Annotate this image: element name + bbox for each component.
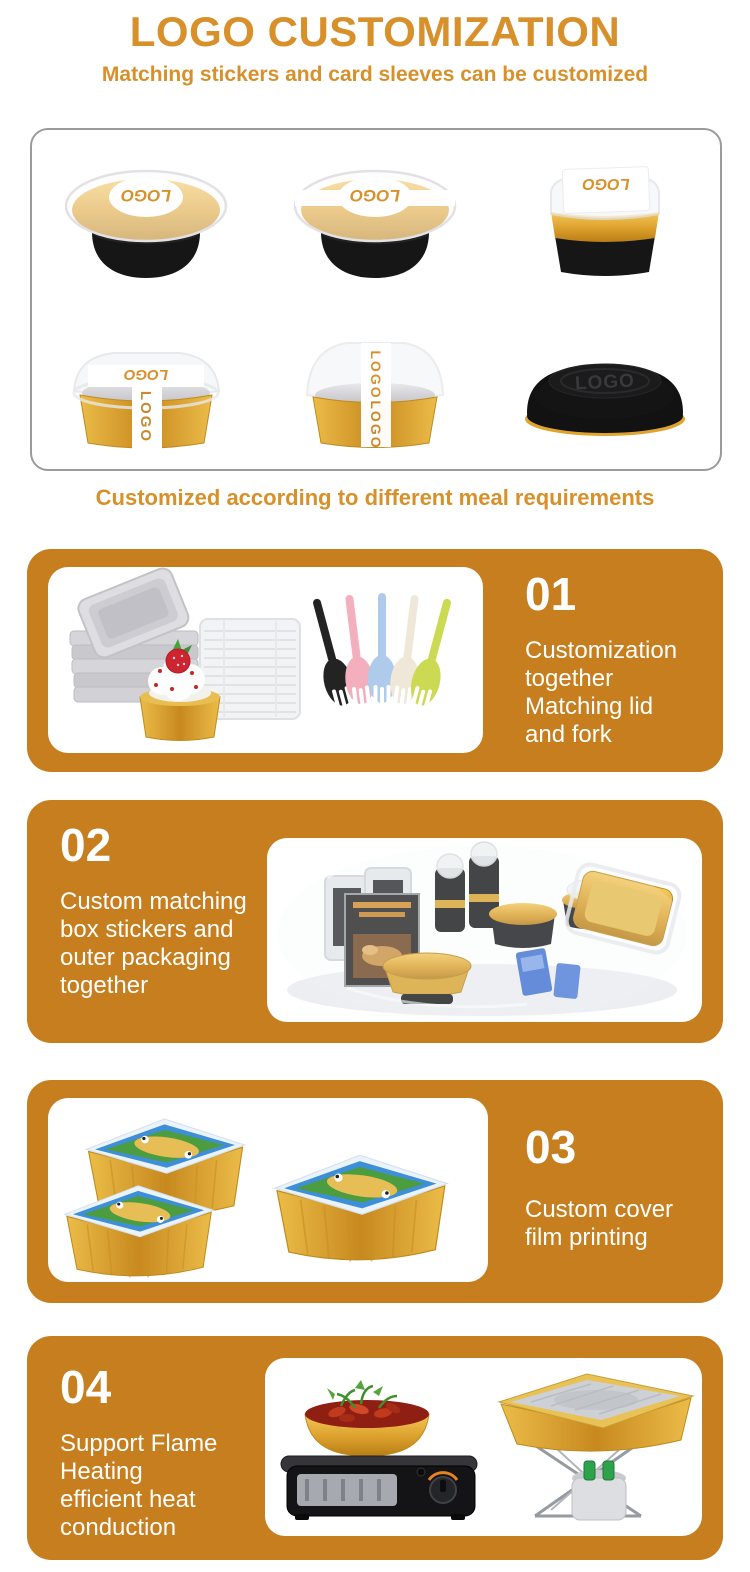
step-04-image-area [265,1358,702,1536]
step-01-caption [525,568,715,749]
flame-heating-photo [265,1358,702,1536]
svg-text:LOGO: LOGO [121,185,172,205]
round-container-logo-sticker-photo [44,140,249,290]
step-02-caption [60,819,250,1000]
round-container-logo-band-photo [273,140,478,290]
step-number: 01 [525,568,577,620]
step-text: Support Flame Heating efficient heat conduction [60,1430,218,1541]
step-number: 02 [60,819,112,871]
page-subtitle: Matching stickers and card sleeves can be customized [101,63,649,86]
svg-text:LOGO: LOGO [582,174,630,192]
printed-film-containers-photo [48,1098,488,1282]
step-02-image-area [267,838,702,1022]
step-panel-03 [27,1080,723,1303]
wrapped-containers-photo [267,838,702,1022]
square-container-logo-card-photo [503,140,708,290]
gold-cup-vertical-sleeve-photo [273,309,478,459]
svg-text:LOGO: LOGO [368,400,385,450]
logo-product-showcase-box [30,128,722,471]
svg-text:LOGO: LOGO [137,391,155,444]
step-panel-02 [27,800,723,1043]
stove-with-gold-bowl [281,1380,477,1520]
step-number: 04 [60,1361,112,1413]
page-title: LOGO CUSTOMIZATION [129,8,621,55]
step-panel-04 [27,1336,723,1560]
printed-container [275,1155,447,1261]
step-panel-01 [27,549,723,772]
svg-text:LOGO: LOGO [350,185,401,205]
step-03-caption [525,1121,715,1252]
svg-text:LOGO: LOGO [368,350,385,400]
step-01-image-area [48,567,483,753]
gold-tray-on-wire-stand [499,1374,693,1520]
svg-text:LOGO: LOGO [574,370,636,395]
gold-cup-t-sleeve-photo [44,309,249,459]
forks [302,593,461,713]
lids-and-forks-photo [48,567,483,753]
step-number: 03 [525,1121,577,1173]
black-lid-embossed-logo-photo [503,309,708,459]
middle-heading: Customized according to different meal requirements [95,485,655,510]
svg-text:LOGO: LOGO [124,366,169,384]
step-03-image-area [48,1098,488,1282]
step-04-caption [60,1361,250,1542]
step-text: Custom cover film printing [525,1196,674,1251]
step-text: Custom matching box stickers and outer packaging together [60,888,247,999]
step-text: Customization together Matching lid and fork [525,637,678,748]
